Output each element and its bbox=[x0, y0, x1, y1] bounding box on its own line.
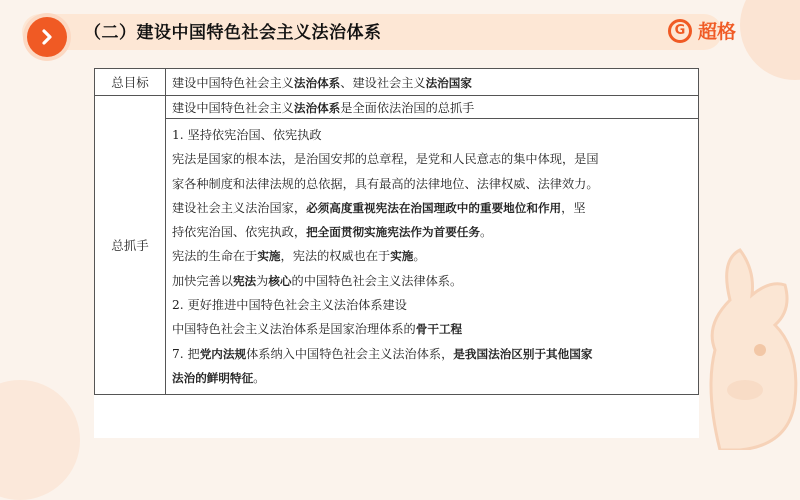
text-segment: 加快完善以 bbox=[172, 273, 233, 288]
row-label: 总抓手 bbox=[95, 96, 166, 395]
text-line bbox=[172, 269, 692, 293]
decorative-circle bbox=[740, 0, 800, 80]
text-segment: 、建设社会主义 bbox=[340, 75, 426, 90]
emphasis-text: 把全面贯彻实施宪法作为首要任务 bbox=[306, 225, 480, 240]
emphasis-text: 骨干工程 bbox=[415, 322, 463, 337]
chevron-right-icon bbox=[38, 28, 56, 46]
emphasis-text: 法治体系 bbox=[293, 75, 341, 90]
emphasis-text: 宪法 bbox=[232, 273, 257, 288]
text-line bbox=[172, 317, 692, 341]
text-segment: 持依宪治国、依宪执政， bbox=[172, 225, 307, 240]
text-segment: 家各种制度和法律法规的总依据，具有最高的法律地位、法律权威、法律效力。 bbox=[172, 176, 599, 191]
text-segment: 7. 把 bbox=[172, 346, 200, 361]
text-segment: 为 bbox=[256, 273, 269, 288]
text-segment: ，坚 bbox=[561, 200, 586, 215]
emphasis-text: 是我国法治区别于其他国家 bbox=[453, 346, 593, 361]
decorative-circle bbox=[0, 380, 80, 500]
text-segment: 中国特色社会主义法治体系是国家治理体系的 bbox=[172, 322, 416, 337]
table-row bbox=[95, 96, 699, 119]
text-line bbox=[172, 147, 692, 171]
text-segment: 建设社会主义法治国家， bbox=[172, 200, 307, 215]
row-content-header bbox=[166, 96, 699, 119]
text-segment: 建设中国特色社会主义 bbox=[172, 75, 294, 90]
text-segment: 是全面依法治国的总抓手 bbox=[340, 100, 475, 115]
text-line bbox=[172, 244, 692, 268]
emphasis-text: 实施 bbox=[390, 249, 414, 264]
table-row bbox=[95, 119, 699, 395]
emphasis-text: 法治的鲜明特征 bbox=[172, 370, 254, 385]
emphasis-text: 法治体系 bbox=[293, 100, 341, 115]
text-line bbox=[172, 123, 692, 147]
row-label: 总目标 bbox=[95, 69, 166, 96]
next-arrow-button[interactable] bbox=[27, 17, 67, 57]
text-segment: 宪法的生命在于 bbox=[172, 249, 258, 264]
brand-logo-text: 超格 bbox=[698, 21, 737, 43]
emphasis-text: 实施 bbox=[257, 249, 281, 264]
text-segment: 。 bbox=[479, 225, 493, 240]
text-line bbox=[172, 293, 692, 317]
mascot-illustration bbox=[700, 240, 800, 450]
row-content bbox=[166, 69, 699, 96]
text-segment: 宪法是国家的根本法，是治国安邦的总章程，是党和人民意志的集中体现，是国 bbox=[172, 152, 599, 167]
emphasis-text: 核心 bbox=[268, 273, 292, 288]
text-line bbox=[172, 366, 692, 390]
brand-logo-icon: G bbox=[668, 19, 692, 43]
text-line bbox=[172, 172, 692, 196]
emphasis-text: 必须高度重视宪法在治国理政中的重要地位和作用 bbox=[306, 200, 562, 215]
emphasis-text: 党内法规 bbox=[199, 346, 247, 361]
text-segment: 的中国特色社会主义法律体系。 bbox=[291, 273, 463, 288]
text-segment: 。 bbox=[253, 370, 266, 385]
content-table bbox=[94, 68, 699, 395]
table-row bbox=[95, 69, 699, 96]
text-segment: 2. 更好推进中国特色社会主义法治体系建设 bbox=[172, 298, 407, 313]
page-title: （二）建设中国特色社会主义法治体系 bbox=[84, 23, 382, 43]
emphasis-text: 法治国家 bbox=[425, 75, 472, 90]
row-content-body bbox=[166, 119, 699, 395]
text-line bbox=[172, 196, 692, 220]
text-segment: 体系纳入中国特色社会主义法治体系， bbox=[246, 346, 454, 361]
text-segment: 。 bbox=[413, 249, 426, 264]
brand-logo[interactable] bbox=[668, 17, 736, 44]
text-line bbox=[172, 220, 692, 244]
text-segment: ，宪法的权威也在于 bbox=[280, 249, 391, 264]
text-segment: 1. 坚持依宪治国、依宪执政 bbox=[172, 128, 322, 142]
text-segment: 建设中国特色社会主义 bbox=[172, 100, 294, 115]
text-line bbox=[172, 342, 692, 366]
